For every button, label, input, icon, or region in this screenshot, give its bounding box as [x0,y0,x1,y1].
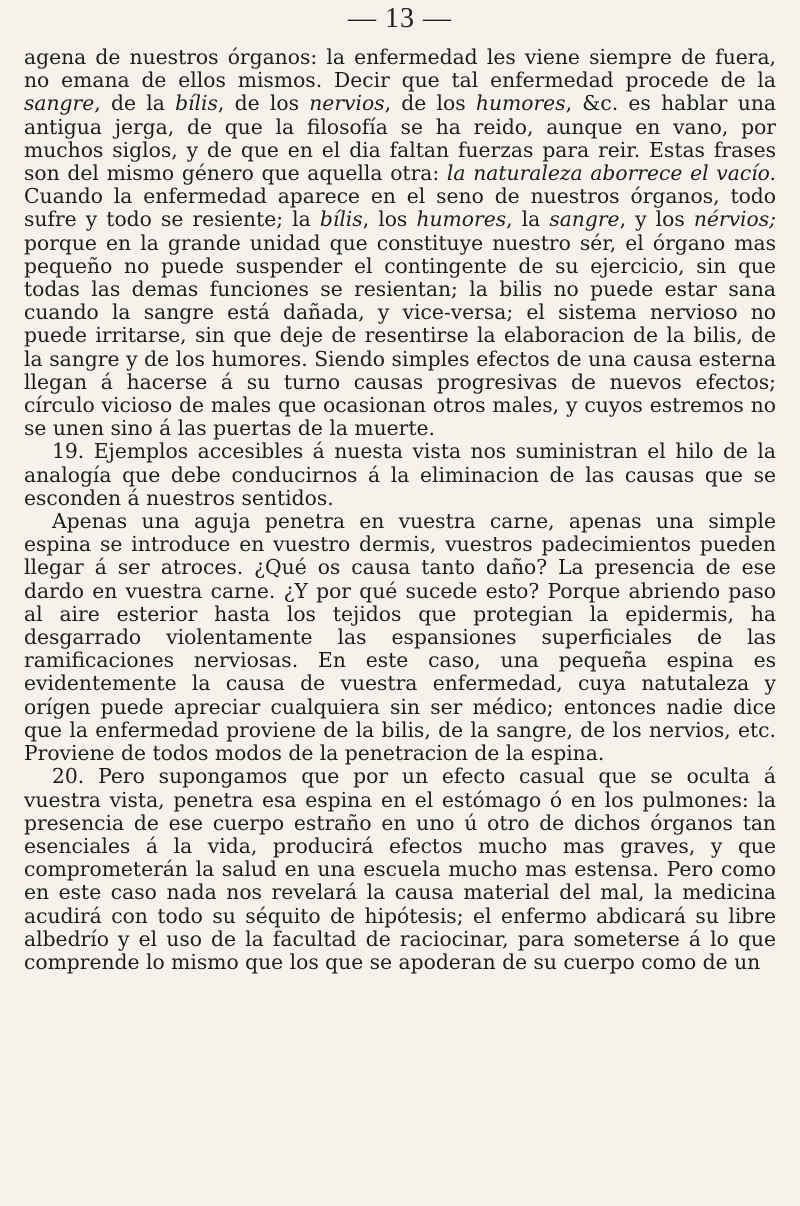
text-run: Apenas una aguja penetra en vuestra carne, apenas una simple espina se introduce en vuestro dermis, vuestros padecimientos pueden llegar á ser atroces. ¿Qué os causa tanto daño? La presencia de ese dardo en vuestra carne. ¿Y por qué sucede esto? Porque abriendo paso al aire esterior hasta los tejidos que protegian la epidermis, ha desgarrado violentamente las espansiones superficiales de las ramificaciones nerviosas. En este caso, una pequeña espina es evidentemente la causa de vuestra enfermedad, cuya natutaleza y orígen puede apreciar cualquiera sin ser médico; entonces nadie dice que la enfermedad proviene de la bilis, de la sangre, de los nervios, etc. Proviene de todos modos de la penetracion de la espina. [24,509,776,766]
text-run: 19. Ejemplos accesibles á nuesta vista nos suministran el hilo de la analogía que debe conducirnos á la eliminacion de las causas que se esconden á nuestros sentidos. [24,439,776,510]
italic-text: sangre [549,207,620,232]
text-run: , la [506,207,550,232]
italic-text: la naturaleza aborrece el vacío. [446,161,776,186]
text-run: , de la [94,91,176,116]
italic-text: bílis [319,207,363,232]
text-run: Cuando la enfermedad aparece en el seno de nuestros órganos, todo sufre y todo se resiente; la [24,184,776,232]
text-run: , de los [217,91,310,116]
text-run: agena de nuestros órganos: la enfermedad les viene siempre de fuera, no emana de ellos mismos. Decir que tal enfermedad procede de la [24,45,776,93]
text-run: , de los [384,91,476,116]
text-run: , &c. es hablar una antigua jerga, de que la filosofía se ha reido, aunque en vano, por muchos siglos, y de que en el dia faltan fuerzas para reir. Estas frases son del mismo género que aquella otra: [24,91,776,186]
text-run: 20. Pero supongamos que por un efecto casual que se oculta á vuestra vista, penetra esa espina en el estómago ó en los pulmones: la presencia de ese cuerpo estraño en uno ú otro de dichos órganos tan esenciales á la vida, producirá efectos mucho mas graves, y que comprometerán la salud en una escuela mucho mas estensa. Pero como en este caso nada nos revelará la causa material del mal, la medicina acudirá con todo su séquito de hipótesis; el enfermo abdicará su libre albedrío y el uso de la facultad de raciocinar, para someterse á lo que comprende lo mismo que los que se apoderan de su cuerpo como de un [24,764,776,974]
italic-text: humores [475,91,566,116]
paragraph [24,440,776,510]
page-number: — 13 — [348,3,452,34]
paragraph [24,510,776,765]
italic-text: nérvios; [693,207,776,232]
text-run: , los [362,207,417,232]
paragraph [24,46,776,440]
text-run: porque en la grande unidad que constituye nuestro sér, el órgano mas pequeño no puede suspender el contingente de su ejercicio, sin que todas las demas funciones se resientan; la bilis no puede estar sana cuando la sangre está dañada, y vice-versa; el sistema nervioso no puede irritarse, sin que deje de resentirse la elaboracion de la bilis, de la sangre y de los humores. Siendo simples efectos de una causa esterna llegan á hacerse á su turno causas progresivas de nuevos efectos; círculo vicioso de males que ocasionan otros males, y cuyos estremos no se unen sino á las puertas de la muerte. [24,230,776,441]
paragraph [24,765,776,974]
italic-text: bílis [175,91,218,116]
text-run: , y los [619,207,694,232]
body-text [24,46,776,974]
italic-text: sangre [24,91,95,116]
italic-text: humores [416,207,507,232]
italic-text: nervios [309,91,385,116]
